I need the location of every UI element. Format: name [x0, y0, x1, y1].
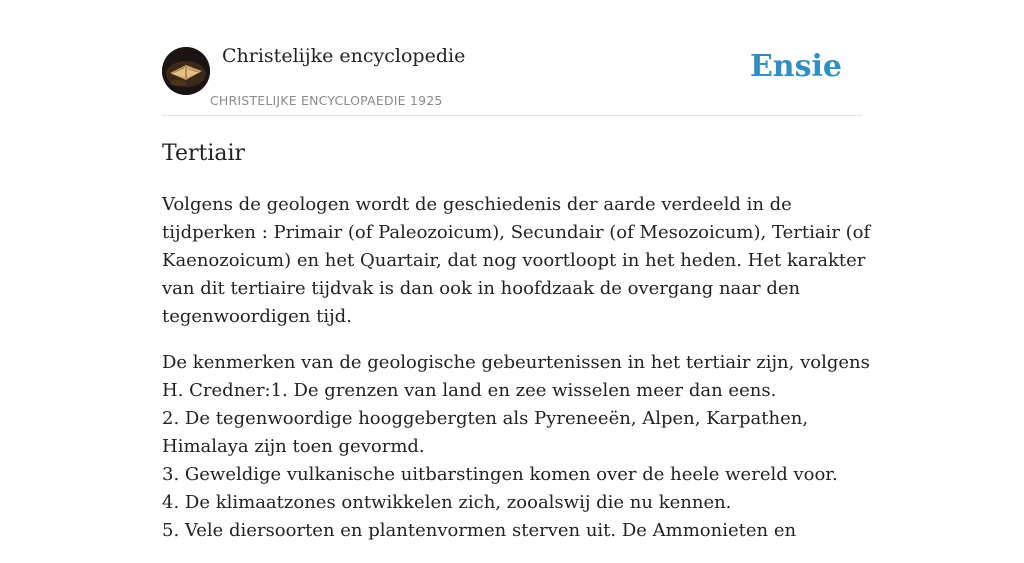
article-line: 4. De klimaatzones ontwikkelen zich, zooalswij die nu kennen. — [162, 492, 732, 513]
site-subtitle[interactable]: CHRISTELIJKE ENCYCLOPAEDIE 1925 — [210, 93, 443, 108]
article-line: De kenmerken van de geologische gebeurtenissen in het tertiair zijn, volgens H. Credner:1. De grenzen van land en zee wisselen meer dan eens. — [162, 352, 870, 401]
article-paragraph — [162, 349, 872, 545]
site-title[interactable]: Christelijke encyclopedie — [222, 45, 466, 67]
article-line: 5. Vele diersoorten en plantenvormen sterven uit. De Ammonieten en — [162, 520, 797, 541]
brand-logo-link[interactable]: Ensie — [749, 49, 842, 84]
book-logo-icon[interactable] — [162, 47, 210, 95]
article-line: 3. Geweldige vulkanische uitbarstingen komen over de heele wereld voor. — [162, 464, 838, 485]
header — [162, 0, 862, 116]
article-line: 2. De tegenwoordige hooggebergten als Pyreneeën, Alpen, Karpathen, Himalaya zijn toen gevormd. — [162, 408, 809, 457]
article — [162, 138, 872, 563]
article-paragraph: Volgens de geologen wordt de geschiedenis der aarde verdeeld in de tijdperken : Primair (of Paleozoicum), Secundair (of Mesozoicum), Tertiair (of Kaenozoicum) en het Quartair, dat nog voortloopt in het heden. Het karakter van dit tertiaire tijdvak is dan ook in hoofdzaak de overgang naar den tegenwoordigen tijd. — [162, 194, 871, 327]
article-title: Tertiair — [162, 141, 246, 166]
